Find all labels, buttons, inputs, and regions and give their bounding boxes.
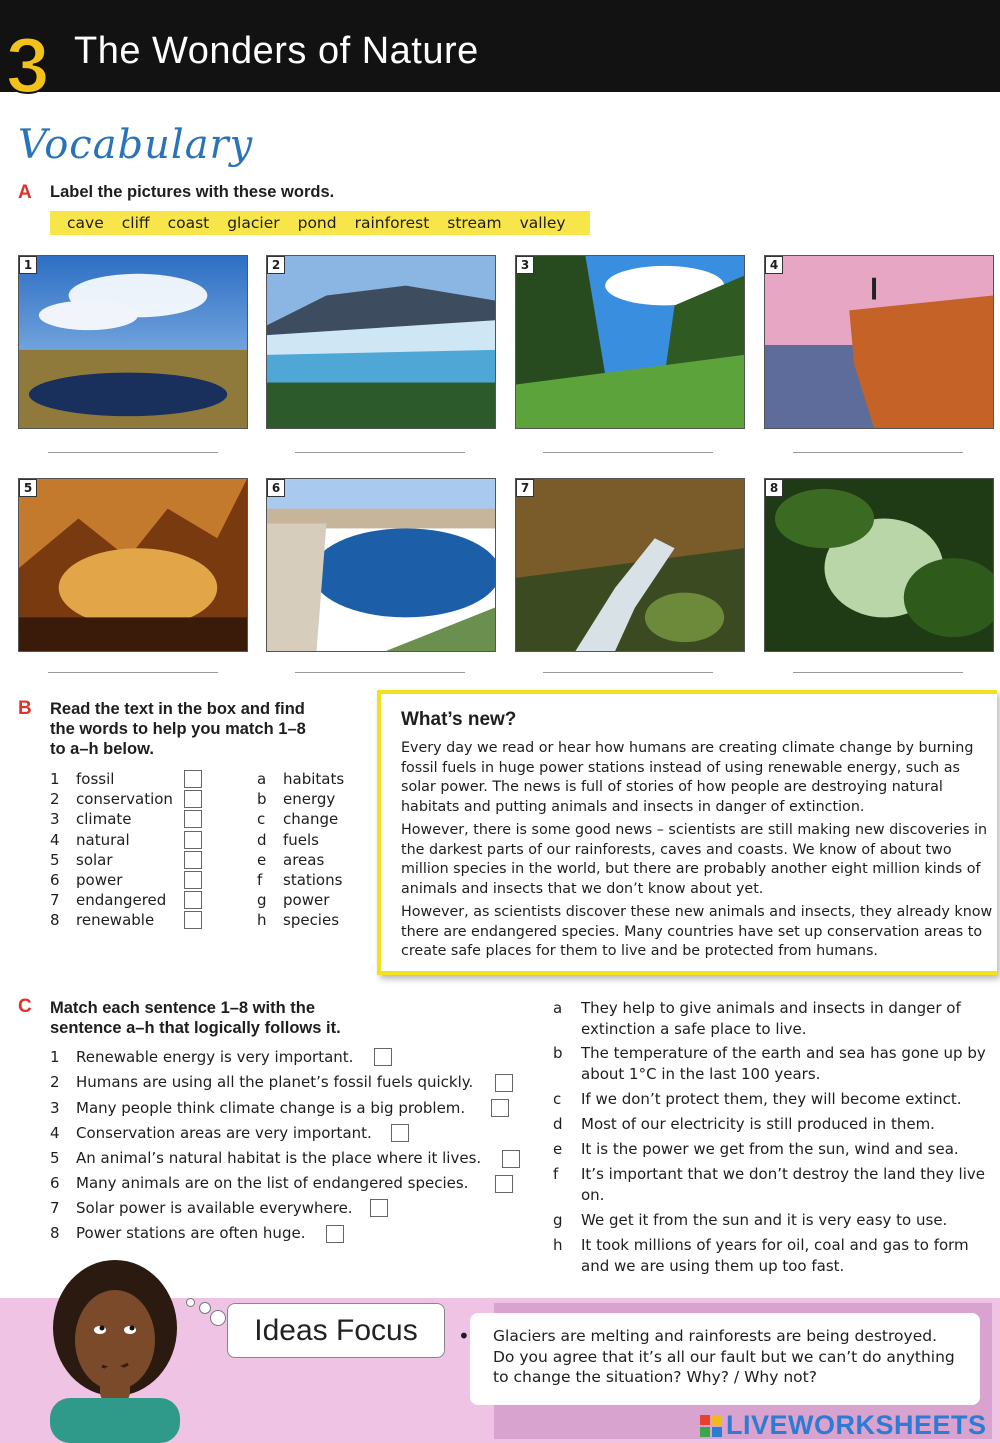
sentence-item: 1 Renewable energy is very important. <box>50 1048 354 1066</box>
thought-dot-large <box>210 1310 226 1326</box>
list-item: f stations <box>257 871 343 889</box>
followup-item: g We get it from the sun and it is very easy to use. <box>553 1211 948 1229</box>
word-cave: cave <box>67 214 104 232</box>
list-item: 3 climate <box>50 810 132 828</box>
section-c-instruction: Match each sentence 1–8 with the sentence a–h that logically follows it. <box>50 999 341 1037</box>
unit-title: The Wonders of Nature <box>74 30 479 72</box>
answer-checkbox-b8[interactable] <box>184 911 202 929</box>
answer-line-4[interactable] <box>793 452 963 453</box>
list-item: g power <box>257 891 330 909</box>
list-item: 5 solar <box>50 851 113 869</box>
sentence-item: 6 Many animals are on the list of endangered species. <box>50 1174 469 1192</box>
followup-item: e It is the power we get from the sun, wind and sea. <box>553 1140 959 1158</box>
whats-new-box <box>377 690 997 975</box>
pond-image <box>19 256 247 428</box>
followup-item: b The temperature of the earth and sea has gone up by about 1°C in the last 100 years. <box>553 1044 986 1083</box>
list-item: 2 conservation <box>50 790 173 808</box>
ideas-focus-question: Glaciers are melting and rainforests are being destroyed. Do you agree that it’s all our fault but we can’t do anything to change the situation? Why? / Why not? <box>493 1327 955 1386</box>
answer-checkbox-b5[interactable] <box>184 851 202 869</box>
picture-valley <box>515 255 745 429</box>
followup-item: h It took millions of years for oil, coal and gas to form and we are using them up too fast. <box>553 1236 969 1275</box>
list-item: e areas <box>257 851 325 869</box>
answer-line-8[interactable] <box>793 672 963 673</box>
sentence-item: 5 An animal’s natural habitat is the place where it lives. <box>50 1149 482 1167</box>
picture-number: 8 <box>765 479 783 497</box>
word-valley: valley <box>519 214 566 232</box>
list-item: 1 fossil <box>50 770 115 788</box>
list-item: a habitats <box>257 770 345 788</box>
liveworksheets-wordmark: LIVEWORKSHEETS <box>726 1410 987 1440</box>
list-item: 6 power <box>50 871 123 889</box>
list-item: 8 renewable <box>50 911 155 929</box>
section-b-letter: B <box>18 698 32 719</box>
answer-line-2[interactable] <box>295 452 465 453</box>
sentence-item: 3 Many people think climate change is a big problem. <box>50 1099 466 1117</box>
picture-cave <box>18 478 248 652</box>
sentence-item: 4 Conservation areas are very important. <box>50 1124 372 1142</box>
rainforest-image <box>765 479 993 651</box>
vocabulary-heading: Vocabulary <box>18 122 254 168</box>
list-item: b energy <box>257 790 336 808</box>
word-stream: stream <box>447 214 502 232</box>
picture-rainforest <box>764 478 994 652</box>
word-glacier: glacier <box>227 214 280 232</box>
picture-cliff <box>764 255 994 429</box>
list-item: 4 natural <box>50 831 130 849</box>
answer-checkbox-c7[interactable] <box>370 1199 388 1217</box>
valley-image <box>516 256 744 428</box>
answer-checkbox-c6[interactable] <box>495 1175 513 1193</box>
whats-new-paragraph-2: However, there is some good news – scientists are still making new discoveries in the darkest parts of our rainforests, caves and coasts. We know of about two million species in the world, but there are probably another eight million kinds of animals and insects that we don’t know about yet. <box>401 822 988 897</box>
section-a-instruction: Label the pictures with these words. <box>50 183 335 201</box>
picture-number: 1 <box>19 256 37 274</box>
thought-dot-medium <box>199 1302 211 1314</box>
unit-number: 3 <box>6 21 50 109</box>
list-item: 7 endangered <box>50 891 167 909</box>
answer-line-5[interactable] <box>48 672 218 673</box>
coast-image <box>267 479 495 651</box>
word-rainforest: rainforest <box>354 214 430 232</box>
whats-new-paragraph-1: Every day we read or hear how humans are creating climate change by burning fossil fuels in huge power stations instead of using renewable energy, such as solar power. The news is full of stories of how people are destroying natural habitats and putting animals and insects in danger of extinction. <box>401 740 974 815</box>
liveworksheets-logo[interactable] <box>700 1410 987 1441</box>
whats-new-paragraph-3: However, as scientists discover these new animals and insects, they already know there are endangered species. Many countries have set up conservation areas to create safe places for them to live and be protected from humans. <box>401 904 993 959</box>
answer-checkbox-b4[interactable] <box>184 831 202 849</box>
answer-checkbox-c1[interactable] <box>374 1048 392 1066</box>
answer-checkbox-b7[interactable] <box>184 891 202 909</box>
thinking-boy-illustration <box>30 1248 200 1443</box>
word-pond: pond <box>297 214 337 232</box>
thought-dot-small <box>186 1298 195 1307</box>
answer-line-3[interactable] <box>543 452 713 453</box>
word-coast: coast <box>167 214 210 232</box>
answer-checkbox-c3[interactable] <box>491 1099 509 1117</box>
followup-item: f It’s important that we don’t destroy the land they live on. <box>553 1165 985 1204</box>
section-b-instruction: Read the text in the box and find the words to help you match 1–8 to a–h below. <box>50 700 306 758</box>
answer-line-7[interactable] <box>543 672 713 673</box>
answer-checkbox-b2[interactable] <box>184 790 202 808</box>
sentence-item: 2 Humans are using all the planet’s fossil fuels quickly. <box>50 1073 474 1091</box>
picture-number: 2 <box>267 256 285 274</box>
answer-checkbox-b1[interactable] <box>184 770 202 788</box>
stream-image <box>516 479 744 651</box>
answer-checkbox-c2[interactable] <box>495 1074 513 1092</box>
word-cliff: cliff <box>121 214 150 232</box>
ideas-focus-label: Ideas Focus <box>227 1303 445 1358</box>
picture-number: 6 <box>267 479 285 497</box>
list-item: c change <box>257 810 339 828</box>
picture-number: 5 <box>19 479 37 497</box>
answer-checkbox-c5[interactable] <box>502 1150 520 1168</box>
picture-stream <box>515 478 745 652</box>
answer-checkbox-c8[interactable] <box>326 1225 344 1243</box>
answer-checkbox-b3[interactable] <box>184 810 202 828</box>
list-item: d fuels <box>257 831 319 849</box>
picture-number: 7 <box>516 479 534 497</box>
glacier-image <box>267 256 495 428</box>
cave-image <box>19 479 247 651</box>
liveworksheets-logo-icon <box>700 1415 722 1437</box>
answer-line-1[interactable] <box>48 452 218 453</box>
answer-checkbox-c4[interactable] <box>391 1124 409 1142</box>
picture-number: 3 <box>516 256 534 274</box>
picture-pond <box>18 255 248 429</box>
followup-item: a They help to give animals and insects in danger of extinction a safe place to live. <box>553 999 961 1038</box>
picture-number: 4 <box>765 256 783 274</box>
ideas-focus-bullet: • <box>458 1324 470 1348</box>
section-a-letter: A <box>18 182 32 203</box>
word-box <box>50 211 590 235</box>
sentence-item: 8 Power stations are often huge. <box>50 1224 306 1242</box>
unit-header <box>0 0 1000 109</box>
list-item: h species <box>257 911 340 929</box>
followup-item: c If we don’t protect them, they will become extinct. <box>553 1090 962 1108</box>
answer-line-6[interactable] <box>295 672 465 673</box>
picture-glacier <box>266 255 496 429</box>
sentence-item: 7 Solar power is available everywhere. <box>50 1199 353 1217</box>
followup-item: d Most of our electricity is still produced in them. <box>553 1115 935 1133</box>
cliff-image <box>765 256 993 428</box>
section-c-letter: C <box>18 996 32 1017</box>
picture-coast <box>266 478 496 652</box>
answer-checkbox-b6[interactable] <box>184 871 202 889</box>
whats-new-title: What’s new? <box>401 709 517 730</box>
